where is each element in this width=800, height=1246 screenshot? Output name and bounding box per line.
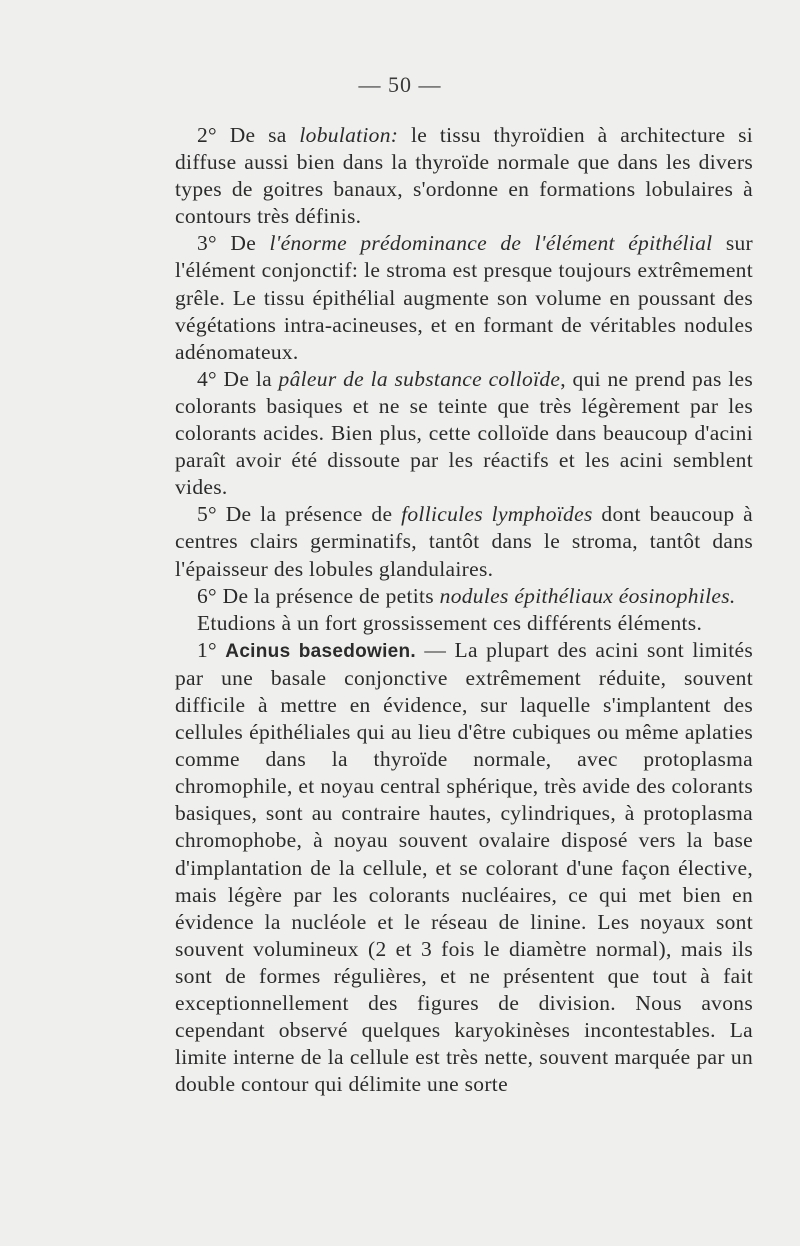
italic-term: follicules lymphoïdes: [401, 502, 593, 527]
paragraph-p2: [175, 122, 753, 230]
page-number: — 50 —: [358, 72, 442, 97]
paragraph-p8: [175, 637, 753, 1099]
text-run: 6° De la présence de petits: [197, 583, 440, 608]
text-run: dont beaucoup à centres clairs germinatifs, tantôt dans le stroma, tantôt dans l'épaisseur des lobules glandulaires.: [175, 502, 753, 581]
body-text: [175, 122, 753, 1098]
italic-term: pâleur de la substance colloïde: [278, 366, 561, 391]
paragraph-p6: [175, 583, 753, 610]
text-run: 5° De la présence de: [197, 502, 402, 527]
text-run: Etudions à un fort grossissement ces différents éléments.: [197, 610, 703, 635]
text-run: , qui ne prend pas les colorants basiques et ne se teinte que très légèrement par les colorants acides. Bien plus, cette colloïde dans beaucoup d'acini paraît avoir été dissoute par les réactifs et les acini semblent vides.: [175, 366, 753, 500]
text-run: sur l'élément conjonctif: le stroma est presque toujours extrêmement grêle. Le tissu épithélial augmente son volume en poussant des végétations intra-acineuses, et en formant de véritables nodules adénomateux.: [175, 231, 754, 364]
section-heading: Acinus basedowien.: [225, 640, 417, 662]
text-run: 3° De: [197, 231, 270, 256]
italic-term: l'énorme prédominance de l'élément épithélial: [269, 231, 713, 256]
text-run: 4° De la: [197, 366, 279, 391]
italic-term: lobulation:: [299, 123, 399, 147]
paragraph-p5: [175, 501, 753, 582]
text-run: le tissu thyroïdien à architecture si diffuse aussi bien dans la thyroïde normale que dans les divers types de goitres banaux, s'ordonne en formations lobulaires à contours très définis.: [175, 123, 754, 229]
text-run: 2° De sa: [197, 123, 300, 147]
text-run: 1°: [197, 637, 226, 662]
paragraph-p3: [175, 230, 753, 365]
italic-term: nodules épithéliaux éosinophiles.: [439, 583, 736, 608]
paragraph-p7: [175, 610, 753, 637]
paragraph-p4: [175, 366, 753, 501]
text-run: — La plupart des acini sont limités par une basale conjonctive extrêmement réduite, souvent difficile à mettre en évidence, sur laquelle s'implantent des cellules épithéliales qui au lieu d'être cubiques ou même aplaties comme dans la thyroïde normale, avec protoplasma chromophile, et noyau central sphérique, très avide des colorants basiques, sont au contraire hautes, cylindriques, à protoplasma chromophobe, à noyau souvent ovalaire disposé vers la base d'implantation de la cellule, et se colorant d'une façon élective, mais légère par les colorants nucléaires, ce qui met bien en évidence la nucléole et le réseau de linine. Les noyaux sont souvent volumineux (2 et 3 fois le diamètre normal), mais ils sont de formes régulières, et ne présentent que tout à fait exceptionnellement des figures de division. Nous avons cependant observé quelques karyokinèses incontestables. La limite interne de la cellule est très nette, souvent marquée par un double contour qui délimite une sorte: [175, 637, 754, 1097]
